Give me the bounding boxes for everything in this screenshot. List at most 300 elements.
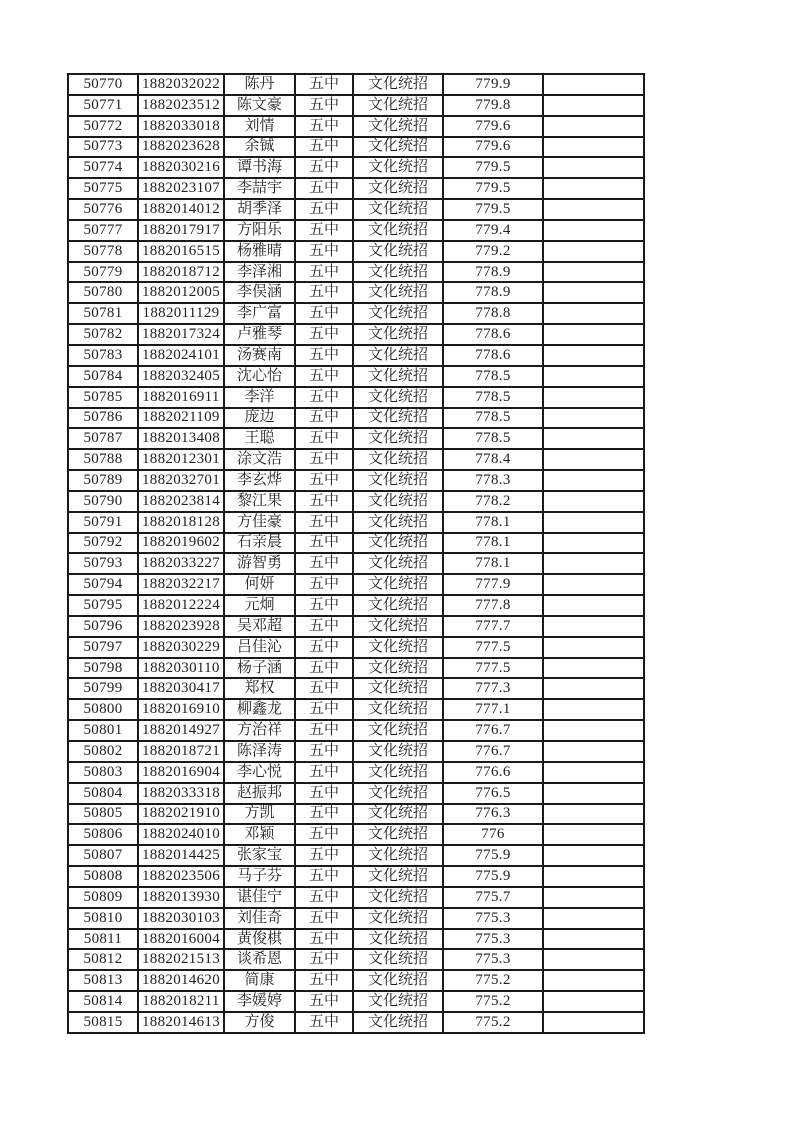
cell-seq: 50808 [68, 866, 138, 887]
cell-exam-no: 1882032405 [138, 366, 224, 387]
cell-admission-type: 文化统招 [353, 574, 443, 595]
cell-school: 五中 [295, 616, 353, 637]
cell-blank [543, 824, 644, 845]
cell-school: 五中 [295, 303, 353, 324]
cell-name: 王聪 [224, 428, 295, 449]
cell-score: 779.6 [443, 137, 543, 158]
cell-seq: 50778 [68, 241, 138, 262]
cell-blank [543, 553, 644, 574]
cell-seq: 50814 [68, 991, 138, 1012]
table-row [68, 762, 644, 783]
cell-blank [543, 95, 644, 116]
cell-exam-no: 1882024101 [138, 345, 224, 366]
cell-seq: 50786 [68, 408, 138, 429]
cell-seq: 50795 [68, 595, 138, 616]
table-row [68, 616, 644, 637]
table-row [68, 116, 644, 137]
table-row [68, 595, 644, 616]
cell-admission-type: 文化统招 [353, 949, 443, 970]
table-row [68, 324, 644, 345]
cell-name: 吕佳沁 [224, 637, 295, 658]
cell-seq: 50770 [68, 74, 138, 95]
cell-blank [543, 970, 644, 991]
cell-score: 777.5 [443, 637, 543, 658]
cell-school: 五中 [295, 157, 353, 178]
cell-blank [543, 387, 644, 408]
cell-score: 779.2 [443, 241, 543, 262]
cell-school: 五中 [295, 929, 353, 950]
cell-school: 五中 [295, 1012, 353, 1033]
cell-blank [543, 282, 644, 303]
cell-exam-no: 1882023512 [138, 95, 224, 116]
cell-seq: 50790 [68, 491, 138, 512]
cell-blank [543, 762, 644, 783]
cell-seq: 50805 [68, 804, 138, 825]
cell-score: 775.3 [443, 949, 543, 970]
cell-school: 五中 [295, 137, 353, 158]
cell-score: 778.5 [443, 428, 543, 449]
cell-admission-type: 文化统招 [353, 512, 443, 533]
cell-score: 778.2 [443, 491, 543, 512]
cell-name: 何妍 [224, 574, 295, 595]
cell-name: 陈文豪 [224, 95, 295, 116]
cell-blank [543, 491, 644, 512]
cell-admission-type: 文化统招 [353, 74, 443, 95]
cell-name: 方阳乐 [224, 220, 295, 241]
cell-admission-type: 文化统招 [353, 678, 443, 699]
cell-exam-no: 1882018128 [138, 512, 224, 533]
cell-school: 五中 [295, 74, 353, 95]
cell-name: 谌佳宁 [224, 887, 295, 908]
cell-score: 776.5 [443, 783, 543, 804]
cell-seq: 50798 [68, 658, 138, 679]
table-row [68, 512, 644, 533]
cell-seq: 50773 [68, 137, 138, 158]
table-row [68, 220, 644, 241]
cell-admission-type: 文化统招 [353, 345, 443, 366]
cell-score: 779.8 [443, 95, 543, 116]
cell-seq: 50811 [68, 929, 138, 950]
cell-school: 五中 [295, 678, 353, 699]
cell-school: 五中 [295, 949, 353, 970]
cell-exam-no: 1882033227 [138, 553, 224, 574]
cell-name: 方俊 [224, 1012, 295, 1033]
cell-admission-type: 文化统招 [353, 199, 443, 220]
cell-school: 五中 [295, 241, 353, 262]
cell-exam-no: 1882016004 [138, 929, 224, 950]
cell-school: 五中 [295, 324, 353, 345]
cell-admission-type: 文化统招 [353, 262, 443, 283]
cell-admission-type: 文化统招 [353, 783, 443, 804]
table-row [68, 303, 644, 324]
table-row [68, 741, 644, 762]
cell-exam-no: 1882014425 [138, 845, 224, 866]
cell-admission-type: 文化统招 [353, 887, 443, 908]
table-row [68, 282, 644, 303]
cell-score: 779.5 [443, 178, 543, 199]
cell-score: 777.5 [443, 658, 543, 679]
cell-seq: 50810 [68, 908, 138, 929]
cell-blank [543, 595, 644, 616]
cell-score: 779.9 [443, 74, 543, 95]
cell-name: 谭书海 [224, 157, 295, 178]
cell-blank [543, 178, 644, 199]
cell-exam-no: 1882018712 [138, 262, 224, 283]
cell-score: 778.3 [443, 470, 543, 491]
cell-blank [543, 157, 644, 178]
table-row [68, 157, 644, 178]
cell-exam-no: 1882032701 [138, 470, 224, 491]
cell-name: 张家宝 [224, 845, 295, 866]
cell-name: 李泽湘 [224, 262, 295, 283]
cell-school: 五中 [295, 95, 353, 116]
cell-school: 五中 [295, 408, 353, 429]
cell-exam-no: 1882023107 [138, 178, 224, 199]
cell-admission-type: 文化统招 [353, 282, 443, 303]
cell-exam-no: 1882014927 [138, 720, 224, 741]
cell-school: 五中 [295, 970, 353, 991]
cell-score: 776 [443, 824, 543, 845]
cell-admission-type: 文化统招 [353, 220, 443, 241]
cell-exam-no: 1882032217 [138, 574, 224, 595]
cell-exam-no: 1882011129 [138, 303, 224, 324]
cell-score: 778.8 [443, 303, 543, 324]
cell-score: 775.7 [443, 887, 543, 908]
cell-score: 775.2 [443, 970, 543, 991]
cell-school: 五中 [295, 262, 353, 283]
table-row [68, 678, 644, 699]
cell-name: 李喆宇 [224, 178, 295, 199]
cell-admission-type: 文化统招 [353, 449, 443, 470]
cell-seq: 50801 [68, 720, 138, 741]
cell-exam-no: 1882012301 [138, 449, 224, 470]
cell-exam-no: 1882023814 [138, 491, 224, 512]
cell-exam-no: 1882016910 [138, 699, 224, 720]
cell-school: 五中 [295, 908, 353, 929]
table-row [68, 699, 644, 720]
table-row [68, 866, 644, 887]
cell-school: 五中 [295, 220, 353, 241]
cell-score: 775.9 [443, 845, 543, 866]
cell-blank [543, 908, 644, 929]
cell-score: 779.5 [443, 199, 543, 220]
cell-admission-type: 文化统招 [353, 533, 443, 554]
cell-score: 776.6 [443, 762, 543, 783]
cell-exam-no: 1882021513 [138, 949, 224, 970]
cell-school: 五中 [295, 762, 353, 783]
table-row [68, 824, 644, 845]
cell-blank [543, 220, 644, 241]
cell-score: 775.2 [443, 1012, 543, 1033]
cell-name: 陈丹 [224, 74, 295, 95]
table-row [68, 199, 644, 220]
cell-seq: 50813 [68, 970, 138, 991]
cell-name: 刘佳奇 [224, 908, 295, 929]
table-row [68, 970, 644, 991]
cell-seq: 50812 [68, 949, 138, 970]
cell-name: 刘情 [224, 116, 295, 137]
cell-score: 779.5 [443, 157, 543, 178]
cell-seq: 50783 [68, 345, 138, 366]
cell-name: 李俣涵 [224, 282, 295, 303]
cell-school: 五中 [295, 637, 353, 658]
table-row [68, 949, 644, 970]
cell-name: 吴邓超 [224, 616, 295, 637]
cell-blank [543, 116, 644, 137]
cell-seq: 50789 [68, 470, 138, 491]
cell-seq: 50787 [68, 428, 138, 449]
cell-name: 马子芬 [224, 866, 295, 887]
cell-school: 五中 [295, 783, 353, 804]
cell-school: 五中 [295, 991, 353, 1012]
cell-blank [543, 678, 644, 699]
cell-school: 五中 [295, 533, 353, 554]
cell-exam-no: 1882021109 [138, 408, 224, 429]
table-row [68, 178, 644, 199]
cell-seq: 50803 [68, 762, 138, 783]
cell-seq: 50772 [68, 116, 138, 137]
cell-blank [543, 74, 644, 95]
cell-score: 779.4 [443, 220, 543, 241]
cell-school: 五中 [295, 824, 353, 845]
cell-admission-type: 文化统招 [353, 929, 443, 950]
cell-exam-no: 1882012224 [138, 595, 224, 616]
table-row [68, 491, 644, 512]
cell-score: 777.9 [443, 574, 543, 595]
cell-name: 郑权 [224, 678, 295, 699]
cell-name: 柳鑫龙 [224, 699, 295, 720]
score-table-body [68, 74, 644, 1033]
cell-school: 五中 [295, 366, 353, 387]
cell-exam-no: 1882014012 [138, 199, 224, 220]
cell-name: 李洋 [224, 387, 295, 408]
cell-blank [543, 137, 644, 158]
cell-admission-type: 文化统招 [353, 720, 443, 741]
cell-blank [543, 470, 644, 491]
cell-seq: 50797 [68, 637, 138, 658]
cell-name: 杨雅晴 [224, 241, 295, 262]
cell-name: 沈心怡 [224, 366, 295, 387]
cell-blank [543, 428, 644, 449]
cell-admission-type: 文化统招 [353, 157, 443, 178]
cell-exam-no: 1882021910 [138, 804, 224, 825]
cell-blank [543, 324, 644, 345]
cell-name: 方佳豪 [224, 512, 295, 533]
table-row [68, 991, 644, 1012]
cell-seq: 50779 [68, 262, 138, 283]
cell-blank [543, 241, 644, 262]
table-row [68, 804, 644, 825]
cell-seq: 50799 [68, 678, 138, 699]
cell-name: 杨子涵 [224, 658, 295, 679]
cell-name: 元炯 [224, 595, 295, 616]
table-row [68, 95, 644, 116]
cell-blank [543, 804, 644, 825]
cell-score: 778.1 [443, 553, 543, 574]
table-row [68, 387, 644, 408]
cell-exam-no: 1882012005 [138, 282, 224, 303]
cell-seq: 50792 [68, 533, 138, 554]
cell-name: 李广富 [224, 303, 295, 324]
cell-name: 胡季泽 [224, 199, 295, 220]
cell-seq: 50782 [68, 324, 138, 345]
cell-school: 五中 [295, 199, 353, 220]
cell-admission-type: 文化统招 [353, 845, 443, 866]
cell-admission-type: 文化统招 [353, 387, 443, 408]
cell-admission-type: 文化统招 [353, 137, 443, 158]
cell-school: 五中 [295, 282, 353, 303]
cell-blank [543, 512, 644, 533]
cell-seq: 50807 [68, 845, 138, 866]
cell-seq: 50777 [68, 220, 138, 241]
cell-name: 庞边 [224, 408, 295, 429]
table-row [68, 366, 644, 387]
cell-admission-type: 文化统招 [353, 741, 443, 762]
cell-name: 黎江果 [224, 491, 295, 512]
cell-exam-no: 1882016515 [138, 241, 224, 262]
cell-name: 方凯 [224, 804, 295, 825]
cell-blank [543, 699, 644, 720]
cell-score: 777.1 [443, 699, 543, 720]
cell-admission-type: 文化统招 [353, 428, 443, 449]
cell-seq: 50776 [68, 199, 138, 220]
cell-exam-no: 1882014613 [138, 1012, 224, 1033]
cell-seq: 50806 [68, 824, 138, 845]
cell-score: 778.5 [443, 366, 543, 387]
cell-school: 五中 [295, 512, 353, 533]
cell-name: 赵振邦 [224, 783, 295, 804]
table-row [68, 574, 644, 595]
table-row [68, 845, 644, 866]
cell-score: 777.3 [443, 678, 543, 699]
table-row [68, 449, 644, 470]
cell-blank [543, 658, 644, 679]
cell-admission-type: 文化统招 [353, 595, 443, 616]
cell-school: 五中 [295, 574, 353, 595]
cell-school: 五中 [295, 116, 353, 137]
cell-exam-no: 1882033018 [138, 116, 224, 137]
cell-exam-no: 1882017917 [138, 220, 224, 241]
table-row [68, 720, 644, 741]
cell-exam-no: 1882014620 [138, 970, 224, 991]
cell-exam-no: 1882030229 [138, 637, 224, 658]
cell-admission-type: 文化统招 [353, 658, 443, 679]
table-row [68, 262, 644, 283]
cell-blank [543, 783, 644, 804]
cell-score: 776.7 [443, 720, 543, 741]
cell-score: 775.3 [443, 908, 543, 929]
cell-score: 778.9 [443, 282, 543, 303]
cell-admission-type: 文化统招 [353, 616, 443, 637]
cell-exam-no: 1882024010 [138, 824, 224, 845]
cell-school: 五中 [295, 699, 353, 720]
cell-name: 黄俊棋 [224, 929, 295, 950]
cell-seq: 50804 [68, 783, 138, 804]
cell-score: 778.1 [443, 533, 543, 554]
cell-blank [543, 845, 644, 866]
table-row [68, 137, 644, 158]
cell-name: 李玄烨 [224, 470, 295, 491]
cell-score: 775.3 [443, 929, 543, 950]
cell-exam-no: 1882018721 [138, 741, 224, 762]
cell-score: 778.5 [443, 408, 543, 429]
table-row [68, 345, 644, 366]
cell-seq: 50793 [68, 553, 138, 574]
cell-seq: 50809 [68, 887, 138, 908]
cell-name: 方治祥 [224, 720, 295, 741]
cell-score: 775.2 [443, 991, 543, 1012]
cell-admission-type: 文化统招 [353, 491, 443, 512]
cell-school: 五中 [295, 595, 353, 616]
table-row [68, 74, 644, 95]
cell-blank [543, 741, 644, 762]
cell-blank [543, 929, 644, 950]
cell-score: 778.1 [443, 512, 543, 533]
table-row [68, 533, 644, 554]
cell-admission-type: 文化统招 [353, 366, 443, 387]
cell-admission-type: 文化统招 [353, 908, 443, 929]
cell-seq: 50784 [68, 366, 138, 387]
cell-exam-no: 1882033318 [138, 783, 224, 804]
cell-exam-no: 1882019602 [138, 533, 224, 554]
cell-admission-type: 文化统招 [353, 970, 443, 991]
cell-blank [543, 720, 644, 741]
cell-seq: 50794 [68, 574, 138, 595]
cell-exam-no: 1882030110 [138, 658, 224, 679]
cell-school: 五中 [295, 804, 353, 825]
cell-score: 778.6 [443, 324, 543, 345]
cell-admission-type: 文化统招 [353, 866, 443, 887]
cell-school: 五中 [295, 741, 353, 762]
cell-admission-type: 文化统招 [353, 762, 443, 783]
cell-admission-type: 文化统招 [353, 824, 443, 845]
table-row [68, 1012, 644, 1033]
cell-blank [543, 1012, 644, 1033]
cell-blank [543, 574, 644, 595]
cell-admission-type: 文化统招 [353, 699, 443, 720]
cell-exam-no: 1882013930 [138, 887, 224, 908]
cell-school: 五中 [295, 449, 353, 470]
cell-exam-no: 1882032022 [138, 74, 224, 95]
table-row [68, 428, 644, 449]
cell-blank [543, 345, 644, 366]
cell-school: 五中 [295, 887, 353, 908]
cell-seq: 50774 [68, 157, 138, 178]
table-row [68, 658, 644, 679]
cell-admission-type: 文化统招 [353, 324, 443, 345]
cell-admission-type: 文化统招 [353, 178, 443, 199]
cell-seq: 50791 [68, 512, 138, 533]
cell-school: 五中 [295, 470, 353, 491]
cell-blank [543, 303, 644, 324]
cell-name: 简康 [224, 970, 295, 991]
table-row [68, 241, 644, 262]
cell-score: 778.5 [443, 387, 543, 408]
cell-score: 775.9 [443, 866, 543, 887]
cell-exam-no: 1882030103 [138, 908, 224, 929]
cell-blank [543, 637, 644, 658]
cell-school: 五中 [295, 553, 353, 574]
cell-exam-no: 1882023928 [138, 616, 224, 637]
cell-blank [543, 366, 644, 387]
cell-admission-type: 文化统招 [353, 303, 443, 324]
cell-seq: 50815 [68, 1012, 138, 1033]
cell-admission-type: 文化统招 [353, 241, 443, 262]
cell-school: 五中 [295, 845, 353, 866]
cell-seq: 50796 [68, 616, 138, 637]
cell-score: 777.8 [443, 595, 543, 616]
cell-seq: 50780 [68, 282, 138, 303]
